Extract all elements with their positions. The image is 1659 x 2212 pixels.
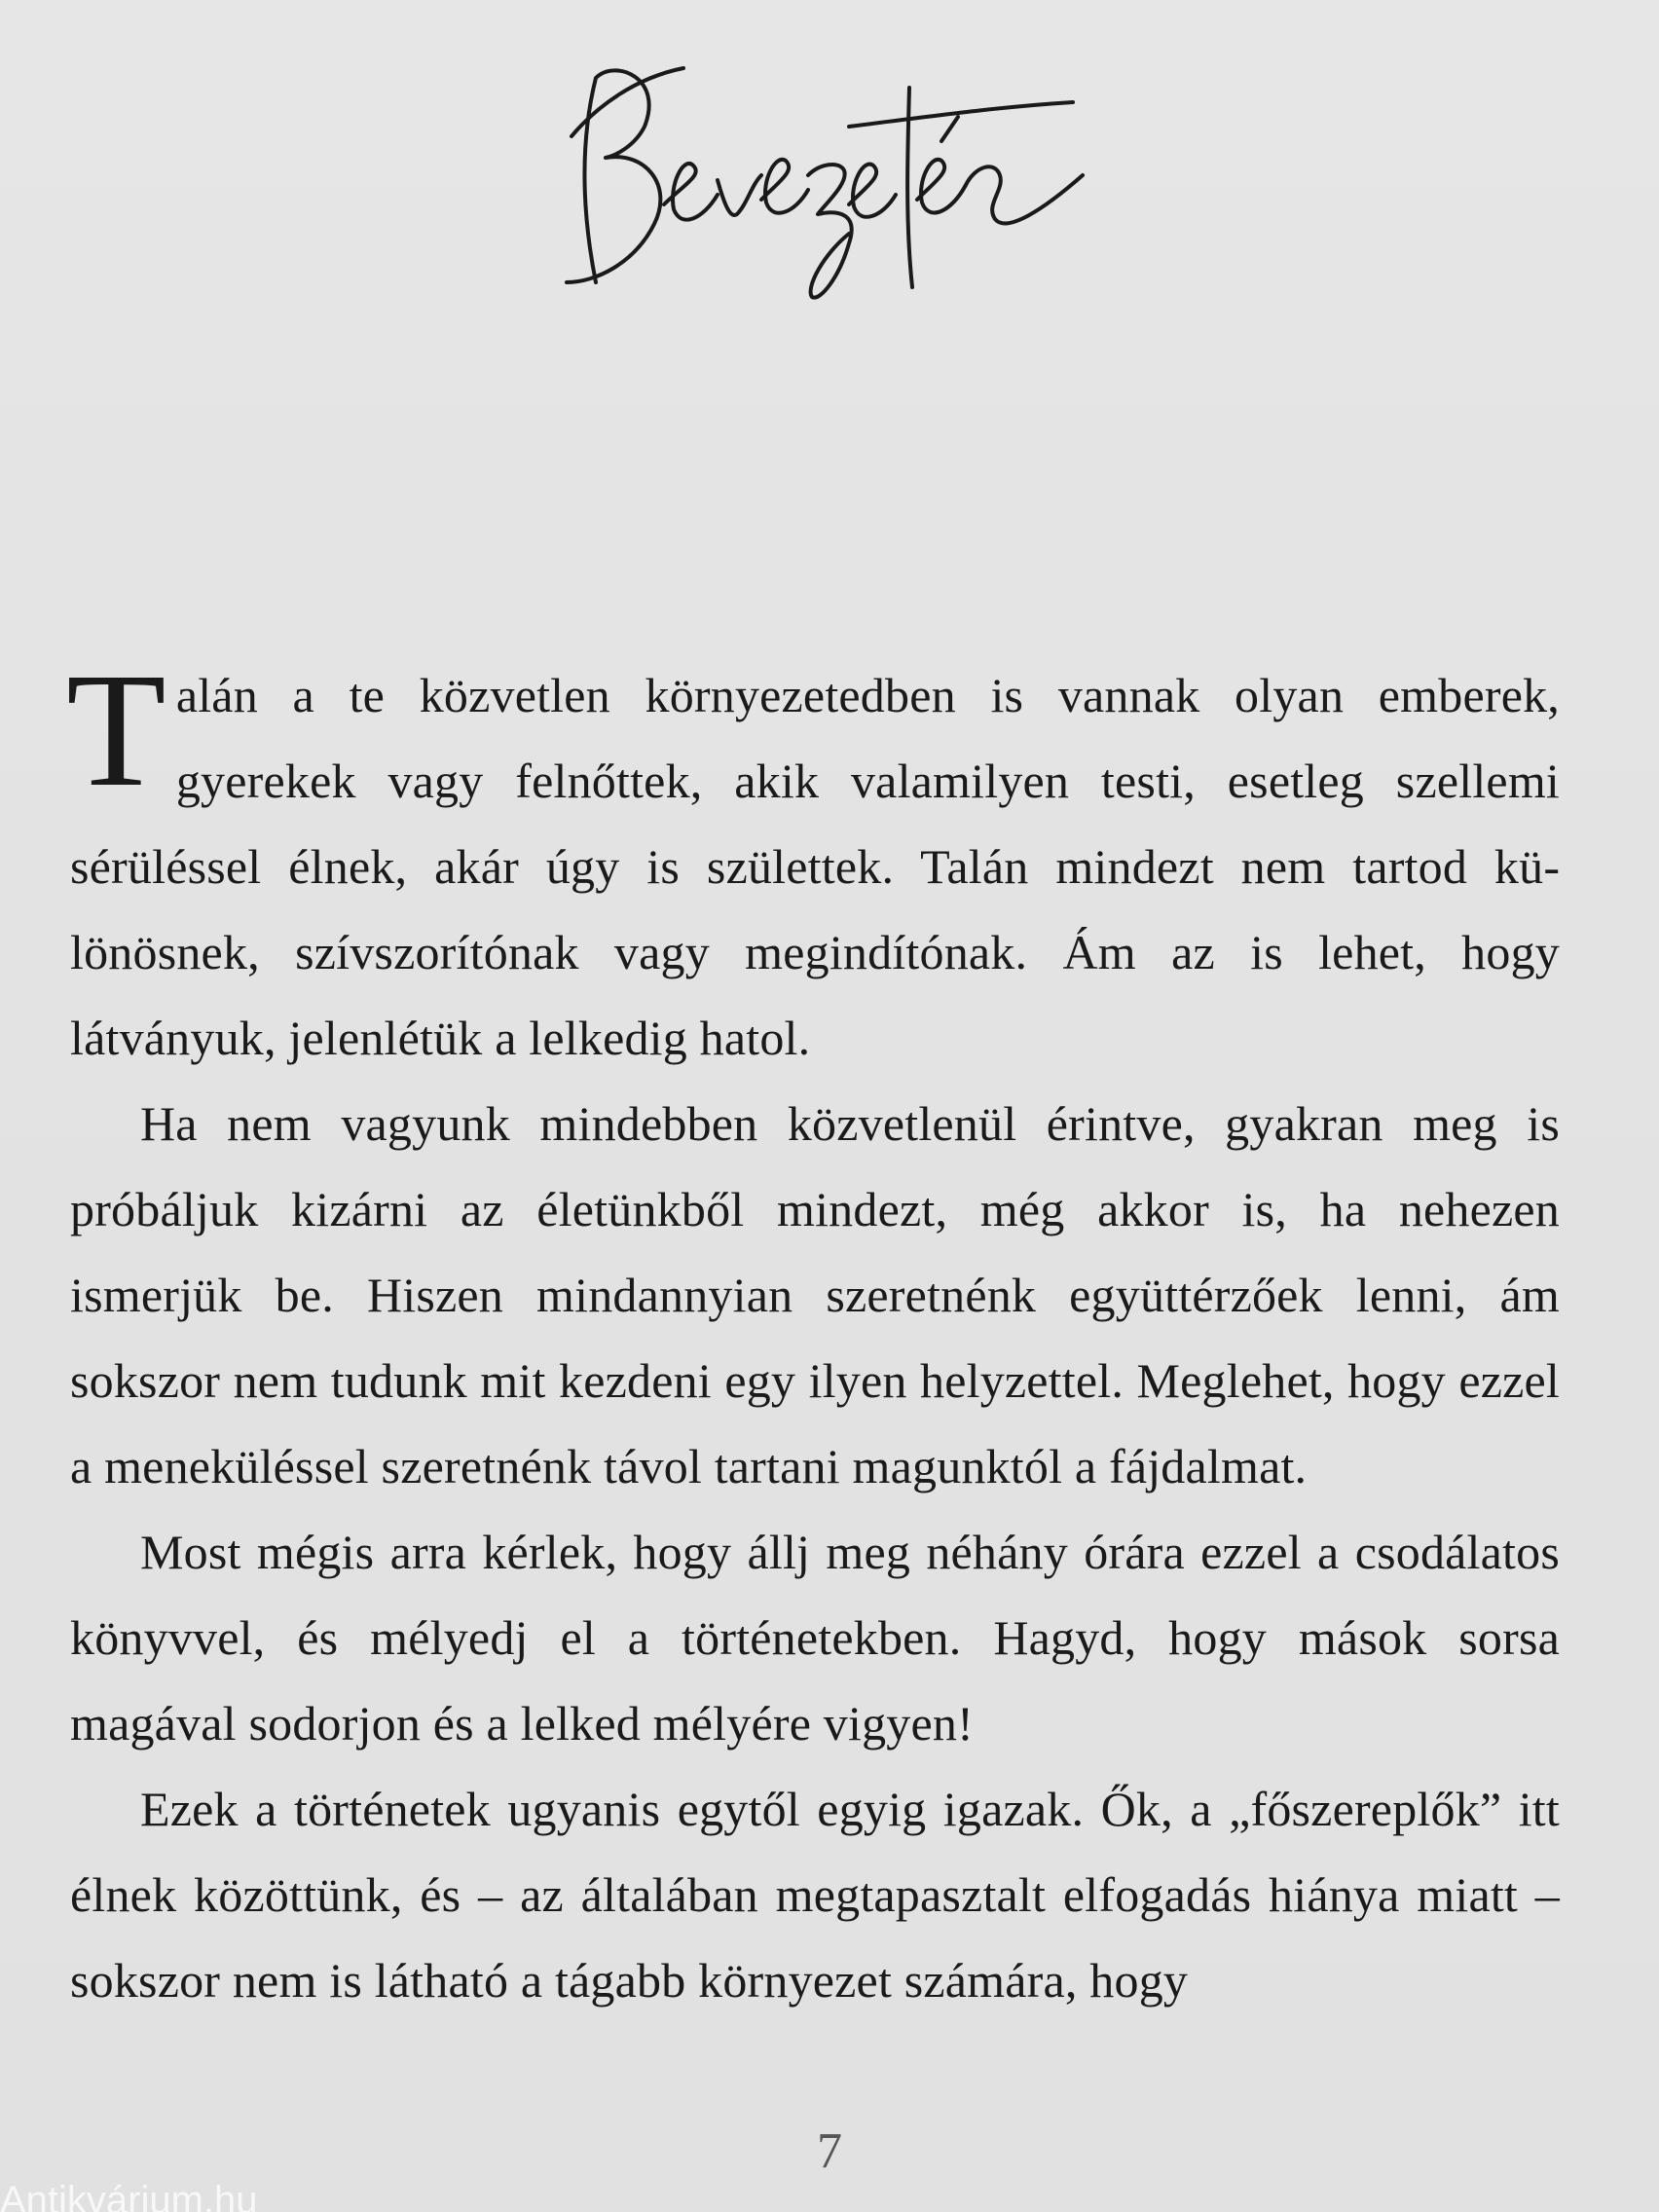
paragraph-1 (66, 640, 1560, 1081)
page-number: 7 (817, 2123, 842, 2179)
paragraph-1-text: alán a te közvetlen környezetedben is vannak olyan emberek, gyerekek vagy felnőttek, akik valamilyen testi, esetleg szellemi sérüléssel élnek, akár úgy is születtek. Talán mindezt nem tartod különösnek, szívszorítónak vagy megindítónak. Ám az is lehet, hogy látványuk, jelenlétük a lelkedig hatol. (70, 668, 1560, 1065)
chapter-title (0, 39, 1659, 331)
drop-cap: T (66, 640, 166, 821)
body-text (66, 640, 1560, 2023)
watermark: Antikvárium.hu (0, 2181, 258, 2212)
paragraph-4: Ezek a történetek ugyanis egytől egyig igazak. Ők, a „főszereplők” itt élnek közöttünk, és – az általában megtapasztalt elfogadás hiánya miatt – sokszor nem is látható a tágabb környezet számára, hogy (70, 1782, 1560, 2008)
chapter-title-script (557, 39, 1102, 312)
paragraph-2: Ha nem vagyunk mindebben közvetlenül érintve, gyakran meg is próbáljuk kizárni az életünkből mindezt, még akkor is, ha nehezen ismerjük be. Hiszen mindannyian szeretnénk együttérzőek lenni, ám sokszor nem tudunk mit kezdeni egy ilyen helyzettel. Meglehet, hogy ezzel a meneküléssel szeretnénk távol tartani magunktól a fájdalmat. (70, 1096, 1560, 1493)
paragraph-3: Most mégis arra kérlek, hogy állj meg néhány órára ezzel a csodálatos könyvvel, és mélyedj el a történetekben. Hagyd, hogy mások sorsa magával sodorjon és a lelked mélyére vigyen! (70, 1525, 1560, 1751)
